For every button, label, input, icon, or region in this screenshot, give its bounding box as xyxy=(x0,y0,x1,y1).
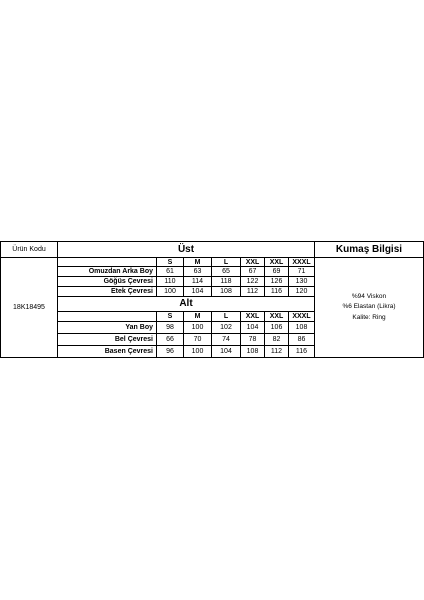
lower-value: 74 xyxy=(211,333,241,346)
fabric-info-header: Kumaş Bilgisi xyxy=(314,241,424,258)
upper-size-header: L xyxy=(211,257,241,267)
upper-row-label: Omuzdan Arka Boy xyxy=(57,266,157,277)
lower-value: 104 xyxy=(240,321,265,334)
upper-value: 71 xyxy=(288,266,315,277)
upper-value: 110 xyxy=(156,276,184,287)
upper-value: 116 xyxy=(264,286,289,297)
fabric-line: %6 Elastan (Likra) xyxy=(342,303,396,311)
lower-size-header: M xyxy=(183,311,212,322)
lower-size-header: XXXL xyxy=(288,311,315,322)
lower-size-header: XXL xyxy=(240,311,265,322)
upper-value: 63 xyxy=(183,266,212,277)
upper-value: 118 xyxy=(211,276,241,287)
upper-value: 120 xyxy=(288,286,315,297)
upper-size-header: M xyxy=(183,257,212,267)
upper-size-header: XXL xyxy=(264,257,289,267)
lower-value: 106 xyxy=(264,321,289,334)
lower-value: 98 xyxy=(156,321,184,334)
lower-value: 108 xyxy=(288,321,315,334)
lower-row-label: Bel Çevresi xyxy=(57,333,157,346)
upper-row-label: Etek Çevresi xyxy=(57,286,157,297)
product-code-header: Ürün Kodu xyxy=(0,241,58,258)
upper-value: 65 xyxy=(211,266,241,277)
upper-size-header: XXL xyxy=(240,257,265,267)
lower-section-title: Alt xyxy=(57,296,315,312)
lower-value: 82 xyxy=(264,333,289,346)
lower-size-header: L xyxy=(211,311,241,322)
upper-size-header: S xyxy=(156,257,184,267)
product-code: 18K18495 xyxy=(0,257,58,358)
upper-value: 122 xyxy=(240,276,265,287)
upper-value: 61 xyxy=(156,266,184,277)
lower-value: 86 xyxy=(288,333,315,346)
lower-value: 108 xyxy=(240,345,265,358)
lower-value: 116 xyxy=(288,345,315,358)
upper-value: 104 xyxy=(183,286,212,297)
lower-size-header: XXL xyxy=(264,311,289,322)
lower-row-label: Basen Çevresi xyxy=(57,345,157,358)
upper-row-label: Göğüs Çevresi xyxy=(57,276,157,287)
upper-section-title: Üst xyxy=(57,241,315,258)
upper-value: 108 xyxy=(211,286,241,297)
upper-size-header: XXXL xyxy=(288,257,315,267)
lower-value: 100 xyxy=(183,321,212,334)
lower-value: 112 xyxy=(264,345,289,358)
lower-row-label: Yan Boy xyxy=(57,321,157,334)
upper-value: 69 xyxy=(264,266,289,277)
lower-value: 66 xyxy=(156,333,184,346)
lower-value: 78 xyxy=(240,333,265,346)
upper-value: 100 xyxy=(156,286,184,297)
lower-value: 102 xyxy=(211,321,241,334)
fabric-line: %94 Viskon xyxy=(351,292,387,300)
lower-value: 100 xyxy=(183,345,212,358)
lower-size-header: S xyxy=(156,311,184,322)
fabric-line: Kalite: Ring xyxy=(352,313,386,321)
upper-value: 126 xyxy=(264,276,289,287)
upper-value: 112 xyxy=(240,286,265,297)
upper-value: 114 xyxy=(183,276,212,287)
upper-value: 130 xyxy=(288,276,315,287)
fabric-info xyxy=(314,257,424,358)
lower-value: 96 xyxy=(156,345,184,358)
lower-value: 70 xyxy=(183,333,212,346)
lower-value: 104 xyxy=(211,345,241,358)
upper-value: 67 xyxy=(240,266,265,277)
size-chart-table xyxy=(0,241,424,358)
